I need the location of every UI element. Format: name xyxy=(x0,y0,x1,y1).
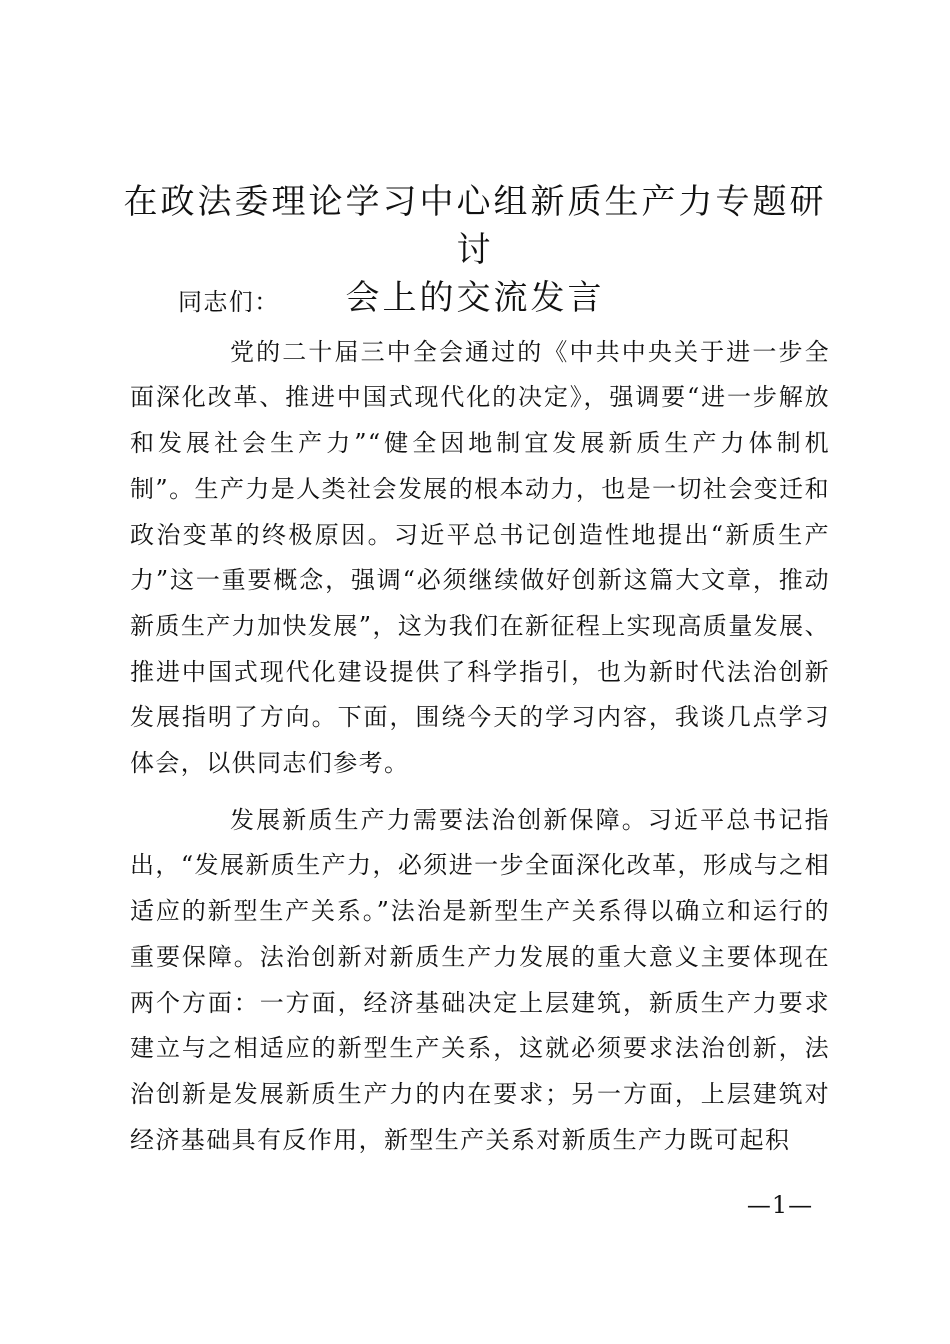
title-line-1: 在政法委理论学习中心组新质生产力专题研讨 xyxy=(123,182,827,270)
paragraph-1: 党的二十届三中全会通过的《中共中央关于进一步全面深化改革、推进中国式现代化的决定》，强调要“进一步解放和发展社会生产力”“健全因地制宜发展新质生产力体制机制”。生产力是人类社会发展的根本动力，也是一切社会变迁和政治变革的终极原因。习近平总书记创造性地提出“新质生产力”这一重要概念，强调“必须继续做好创新这篇大文章，推动新质生产力加快发展”，这为我们在新征程上实现高质量发展、推进中国式现代化建设提供了科学指引，也为新时代法治创新发展指明了方向。下面，围绕今天的学习内容，我谈几点学习体会，以供同志们参考。 xyxy=(130,337,830,778)
document-body xyxy=(130,280,830,1163)
page-number: —1— xyxy=(746,1191,814,1219)
paragraph-2: 发展新质生产力需要法治创新保障。习近平总书记指出，“发展新质生产力，必须进一步全面深化改革，形成与之相适应的新型生产关系。”法治是新型生产关系得以确立和运行的重要保障。法治创新对新质生产力发展的重大意义主要体现在两个方面：一方面，经济基础决定上层建筑，新质生产力要求建立与之相适应的新型生产关系，这就必须要求法治创新，法治创新是发展新质生产力的内在要求；另一方面，上层建筑对经济基础具有反作用，新型生产关系对新质生产力既可起积 xyxy=(130,805,830,1154)
title-line-2: 会上的交流发言 xyxy=(345,278,605,318)
salutation: 同志们： xyxy=(178,288,280,316)
